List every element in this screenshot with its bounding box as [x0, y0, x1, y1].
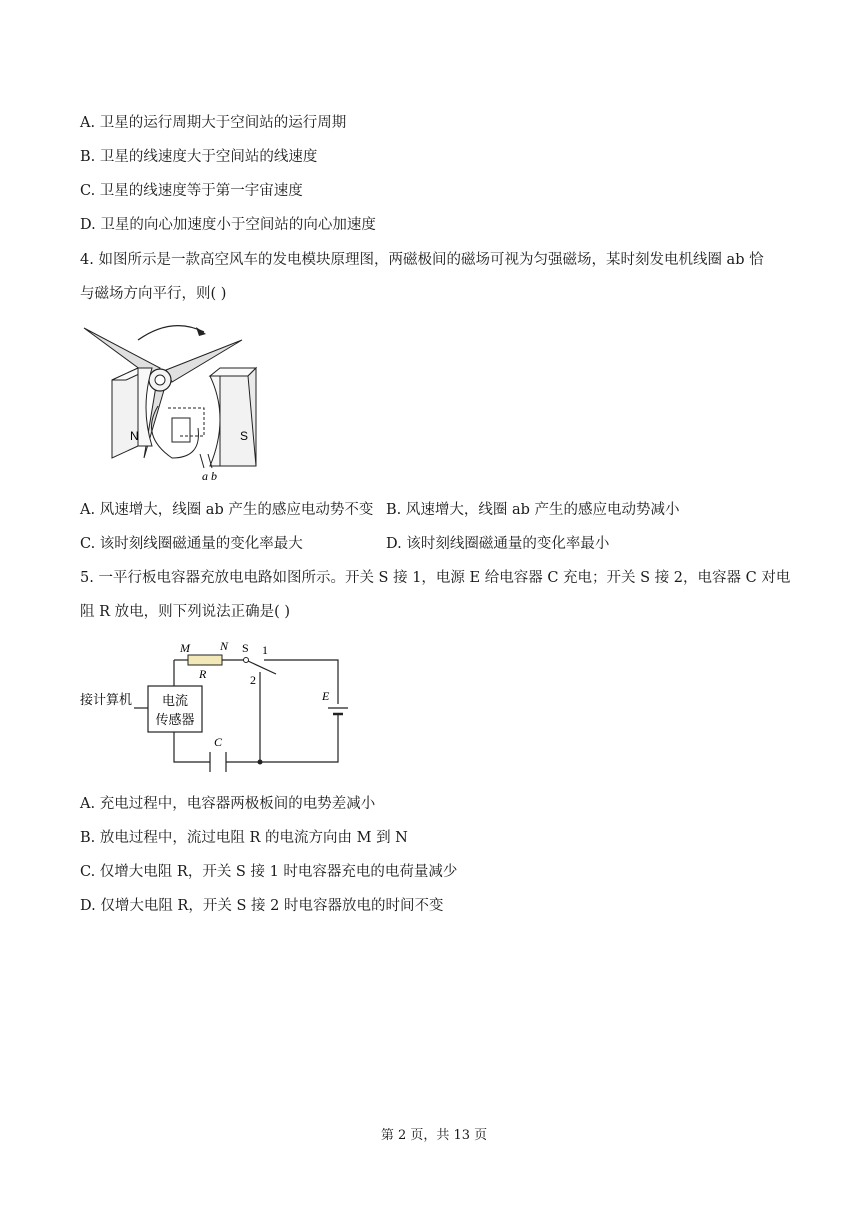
- q5-option-a: A. 充电过程中，电容器两极板间的电势差减小: [80, 796, 376, 812]
- coil-loop: [152, 406, 199, 458]
- wind-generator-figure: [80, 318, 280, 488]
- q4-option-b: B. 风速增大，线圈 ab 产生的感应电动势减小: [386, 502, 680, 518]
- resistor: [188, 655, 222, 665]
- q4-stem-line1: 4. 如图所示是一款高空风车的发电模块原理图，两磁极间的磁场可视为匀强磁场，某时刻发电机线圈 ab 恰: [80, 252, 764, 268]
- page-footer: 第 2 页，共 13 页: [380, 1128, 488, 1143]
- q5-option-d: D. 仅增大电阻 R，开关 S 接 2 时电容器放电的时间不变: [80, 898, 444, 914]
- label-c: C: [214, 735, 223, 749]
- q3-option-a: A. 卫星的运行周期大于空间站的运行周期: [80, 115, 347, 131]
- magnet-n-side: [112, 368, 138, 458]
- q4-option-d: D. 该时刻线圈磁通量的变化率最小: [386, 536, 610, 552]
- q3-option-d: D. 卫星的向心加速度小于空间站的向心加速度: [80, 217, 376, 233]
- label-m: M: [180, 641, 190, 655]
- q5-stem-line2: 阻 R 放电，则下列说法正确是( ): [80, 604, 291, 620]
- q3-option-c: C. 卫星的线速度等于第一宇宙速度: [80, 183, 303, 199]
- q4-option-c: C. 该时刻线圈磁通量的变化率最大: [80, 536, 303, 552]
- rotation-arrowhead: [196, 327, 206, 336]
- rc-circuit-figure: [78, 638, 358, 778]
- q5-option-b: B. 放电过程中，流过电阻 R 的电流方向由 M 到 N: [80, 830, 408, 846]
- label-ab: a b: [202, 469, 217, 483]
- q5-stem-line1: 5. 一平行板电容器充放电电路如图所示。开关 S 接 1，电源 E 给电容器 C 充电；开关 S 接 2，电容器 C 对电: [80, 570, 791, 586]
- label-r: R: [199, 667, 207, 681]
- switch-pivot: [244, 658, 249, 663]
- label-e: E: [322, 689, 330, 703]
- label-s: S: [242, 641, 249, 655]
- junction-dot: [258, 760, 263, 765]
- q4-option-a: A. 风速增大，线圈 ab 产生的感应电动势不变: [80, 502, 374, 518]
- label-computer: 接计算机: [80, 693, 133, 708]
- label-s: S: [240, 429, 249, 443]
- label-n: N: [220, 639, 229, 653]
- q4-stem-line2: 与磁场方向平行，则( ): [80, 286, 227, 302]
- sensor-label-line2: 传感器: [155, 713, 195, 728]
- q5-option-c: C. 仅增大电阻 R，开关 S 接 1 时电容器充电的电荷量减少: [80, 864, 458, 880]
- sensor-label-line1: 电流: [161, 694, 189, 709]
- rotation-arrow: [138, 326, 204, 340]
- label-1: 1: [262, 643, 268, 657]
- label-2: 2: [250, 673, 256, 687]
- label-n: N: [130, 429, 139, 443]
- q3-option-b: B. 卫星的线速度大于空间站的线速度: [80, 149, 318, 165]
